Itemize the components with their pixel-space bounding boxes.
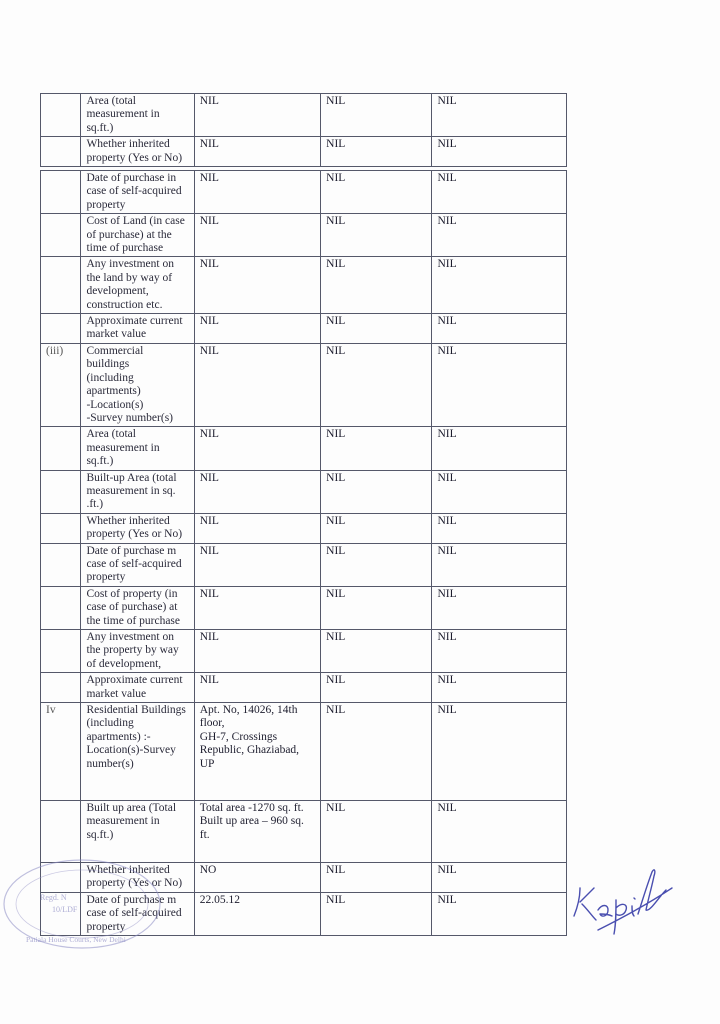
row-number xyxy=(41,314,81,344)
value-dependent-text: NIL xyxy=(437,587,457,600)
value-spouse xyxy=(321,892,432,935)
row-label-text: Residential Buildings (including apartments) :- Location(s)-Survey number(s) xyxy=(86,704,186,770)
value-dependent xyxy=(432,470,567,513)
value-dependent xyxy=(432,801,567,863)
row-label-text: Cost of property (in case of purchase) at the time of purchase xyxy=(86,587,181,627)
value-spouse-text: NIL xyxy=(326,428,346,441)
value-dependent-text: NIL xyxy=(437,428,457,441)
value-dependent-text: NIL xyxy=(437,215,457,228)
value-spouse-text: NIL xyxy=(326,893,346,906)
value-spouse-text: NIL xyxy=(326,544,346,557)
row-label xyxy=(81,586,194,629)
table-row xyxy=(41,703,567,801)
value-self xyxy=(194,673,320,703)
value-spouse-text: NIL xyxy=(326,315,346,328)
value-spouse xyxy=(321,171,432,214)
table-row xyxy=(41,586,567,629)
row-label-text: Area (total measurement in sq.ft.) xyxy=(86,95,160,134)
row-label-text: Built up area (Total measurement in sq.ft.) xyxy=(86,802,177,841)
value-dependent-text: NIL xyxy=(437,344,457,357)
stamp-line-3: Patiala House Courts, New Delhi xyxy=(26,935,126,944)
value-dependent xyxy=(432,673,567,703)
row-number-text: Iv xyxy=(46,704,56,717)
value-self-text: NIL xyxy=(199,587,219,600)
row-number xyxy=(41,703,81,801)
table-row xyxy=(41,343,567,426)
table-row xyxy=(41,427,567,470)
value-dependent xyxy=(432,892,567,935)
value-self-text: NIL xyxy=(199,172,219,184)
value-spouse-text: NIL xyxy=(326,95,346,107)
value-dependent-text: NIL xyxy=(437,258,457,271)
value-spouse-text: NIL xyxy=(326,258,346,271)
value-self xyxy=(194,470,320,513)
value-dependent xyxy=(432,137,567,167)
value-dependent-text: NIL xyxy=(437,674,457,687)
row-label-text: Any investment on the property by way of development, xyxy=(86,631,179,670)
row-number-text: (iii) xyxy=(46,344,64,357)
table-row xyxy=(41,214,567,257)
table-row xyxy=(41,513,567,543)
value-dependent-text: NIL xyxy=(437,95,457,107)
value-dependent-text: NIL xyxy=(437,315,457,328)
value-self-text: NIL xyxy=(199,471,219,484)
row-number xyxy=(41,673,81,703)
table-row xyxy=(41,137,567,167)
value-self xyxy=(194,137,320,167)
row-label xyxy=(81,513,194,543)
value-spouse xyxy=(321,214,432,257)
value-dependent-text: NIL xyxy=(437,544,457,557)
table-row xyxy=(41,94,567,137)
value-self xyxy=(194,863,320,893)
row-label-text: Area (total measurement in sq.ft.) xyxy=(86,428,160,468)
value-dependent-text: NIL xyxy=(437,172,457,184)
value-dependent xyxy=(432,586,567,629)
value-self-text: NIL xyxy=(199,428,219,441)
value-self-text: NIL xyxy=(199,631,219,643)
row-number xyxy=(41,171,81,214)
row-number xyxy=(41,257,81,314)
row-label-text: Cost of Land (in case of purchase) at the time of purchase xyxy=(86,215,185,255)
row-number xyxy=(41,94,81,137)
row-label xyxy=(81,703,194,801)
value-self-text: NIL xyxy=(199,258,219,271)
value-self-text: NIL xyxy=(199,138,219,151)
table-row xyxy=(41,673,567,703)
row-label xyxy=(81,630,194,673)
value-dependent-text: NIL xyxy=(437,864,457,877)
notary-stamp xyxy=(2,854,162,954)
value-spouse xyxy=(321,673,432,703)
value-spouse xyxy=(321,314,432,344)
value-dependent-text: NIL xyxy=(437,802,457,815)
row-number xyxy=(41,470,81,513)
table-row xyxy=(41,257,567,314)
table-row xyxy=(41,470,567,513)
value-spouse xyxy=(321,703,432,801)
row-label xyxy=(81,343,194,426)
row-number xyxy=(41,543,81,586)
value-self xyxy=(194,257,320,314)
value-spouse xyxy=(321,470,432,513)
value-spouse xyxy=(321,863,432,893)
value-self xyxy=(194,630,320,673)
value-self xyxy=(194,543,320,586)
value-self-text: NIL xyxy=(199,344,219,357)
row-number xyxy=(41,427,81,470)
value-self-text: NIL xyxy=(199,315,219,328)
row-number xyxy=(41,513,81,543)
value-dependent xyxy=(432,314,567,344)
row-label xyxy=(81,257,194,314)
value-spouse-text: NIL xyxy=(326,172,346,184)
row-label-text: Date of purchase m case of self-acquired property xyxy=(86,893,182,933)
row-label-text: Whether inherited property (Yes or No) xyxy=(86,514,183,541)
value-spouse-text: NIL xyxy=(326,344,346,357)
row-number xyxy=(41,343,81,426)
value-spouse xyxy=(321,343,432,426)
row-label xyxy=(81,314,194,344)
row-label-text: Whether inherited property (Yes or No) xyxy=(86,138,183,164)
value-self xyxy=(194,171,320,214)
table-row xyxy=(41,630,567,673)
row-label-text: Commercial buildings (including apartments) -Location(s) -Survey number(s) xyxy=(86,344,174,424)
row-label-text: Built-up Area (total measurement in sq. .ft.) xyxy=(86,471,177,511)
value-dependent xyxy=(432,630,567,673)
value-dependent-text: NIL xyxy=(437,704,457,717)
value-self xyxy=(194,427,320,470)
value-self-text: Total area -1270 sq. ft. Built up area – 960 sq. ft. xyxy=(199,802,304,841)
value-spouse-text: NIL xyxy=(326,704,346,717)
value-spouse-text: NIL xyxy=(326,587,346,600)
value-self-text: NIL xyxy=(199,674,219,687)
value-self-text: NIL xyxy=(199,514,219,527)
stamp-line-1: Regd. N xyxy=(40,893,67,902)
value-self xyxy=(194,513,320,543)
row-label xyxy=(81,94,194,137)
table-row xyxy=(41,543,567,586)
value-self-text: NO xyxy=(199,864,217,877)
value-dependent-text: NIL xyxy=(437,514,457,527)
value-self xyxy=(194,214,320,257)
value-spouse-text: NIL xyxy=(326,864,346,877)
value-self xyxy=(194,586,320,629)
value-self xyxy=(194,703,320,801)
value-self-text: NIL xyxy=(199,544,219,557)
row-number xyxy=(41,137,81,167)
value-dependent-text: NIL xyxy=(437,138,457,151)
value-spouse xyxy=(321,513,432,543)
value-spouse xyxy=(321,543,432,586)
value-spouse xyxy=(321,137,432,167)
table-row xyxy=(41,171,567,214)
value-spouse xyxy=(321,630,432,673)
value-spouse xyxy=(321,257,432,314)
value-spouse xyxy=(321,94,432,137)
value-self xyxy=(194,94,320,137)
row-number xyxy=(41,214,81,257)
row-label-text: Date of purchase in case of self-acquired property xyxy=(86,172,182,211)
row-label xyxy=(81,673,194,703)
value-self xyxy=(194,343,320,426)
value-spouse xyxy=(321,801,432,863)
row-label xyxy=(81,427,194,470)
row-number xyxy=(41,630,81,673)
value-dependent xyxy=(432,427,567,470)
value-dependent xyxy=(432,94,567,137)
value-self xyxy=(194,801,320,863)
value-dependent-text: NIL xyxy=(437,631,457,643)
value-spouse-text: NIL xyxy=(326,215,346,228)
row-label xyxy=(81,137,194,167)
value-dependent xyxy=(432,257,567,314)
row-label xyxy=(81,543,194,586)
row-label xyxy=(81,214,194,257)
value-dependent xyxy=(432,863,567,893)
value-self-text: NIL xyxy=(199,215,219,228)
property-table-top xyxy=(40,93,567,167)
table-row xyxy=(41,314,567,344)
value-spouse xyxy=(321,427,432,470)
value-self-text: Apt. No, 14026, 14th floor, GH-7, Crossings Republic, Ghaziabad, UP xyxy=(199,704,300,770)
value-dependent xyxy=(432,343,567,426)
value-dependent-text: NIL xyxy=(437,893,457,906)
value-dependent xyxy=(432,543,567,586)
value-self xyxy=(194,892,320,935)
value-spouse-text: NIL xyxy=(326,631,346,643)
row-label xyxy=(81,171,194,214)
value-spouse-text: NIL xyxy=(326,514,346,527)
value-dependent xyxy=(432,214,567,257)
value-spouse-text: NIL xyxy=(326,802,346,815)
row-label-text: Whether inherited property (Yes or No) xyxy=(86,864,183,890)
value-dependent xyxy=(432,171,567,214)
value-spouse-text: NIL xyxy=(326,471,346,484)
row-label-text: Approximate current market value xyxy=(86,674,183,700)
value-self xyxy=(194,314,320,344)
row-number xyxy=(41,586,81,629)
value-dependent xyxy=(432,703,567,801)
value-self-text: NIL xyxy=(199,95,219,107)
row-label xyxy=(81,470,194,513)
row-label-text: Date of purchase m case of self-acquired property xyxy=(86,544,182,584)
stamp-line-2: 10/LDF xyxy=(52,905,78,914)
value-self-text: 22.05.12 xyxy=(199,893,240,906)
property-table-main xyxy=(40,170,567,936)
signature xyxy=(568,858,676,938)
row-label-text: Approximate current market value xyxy=(86,315,183,341)
value-spouse-text: NIL xyxy=(326,674,346,687)
value-spouse xyxy=(321,586,432,629)
value-spouse-text: NIL xyxy=(326,138,346,151)
value-dependent-text: NIL xyxy=(437,471,457,484)
row-label-text: Any investment on the land by way of development, construction etc. xyxy=(86,258,174,311)
value-dependent xyxy=(432,513,567,543)
